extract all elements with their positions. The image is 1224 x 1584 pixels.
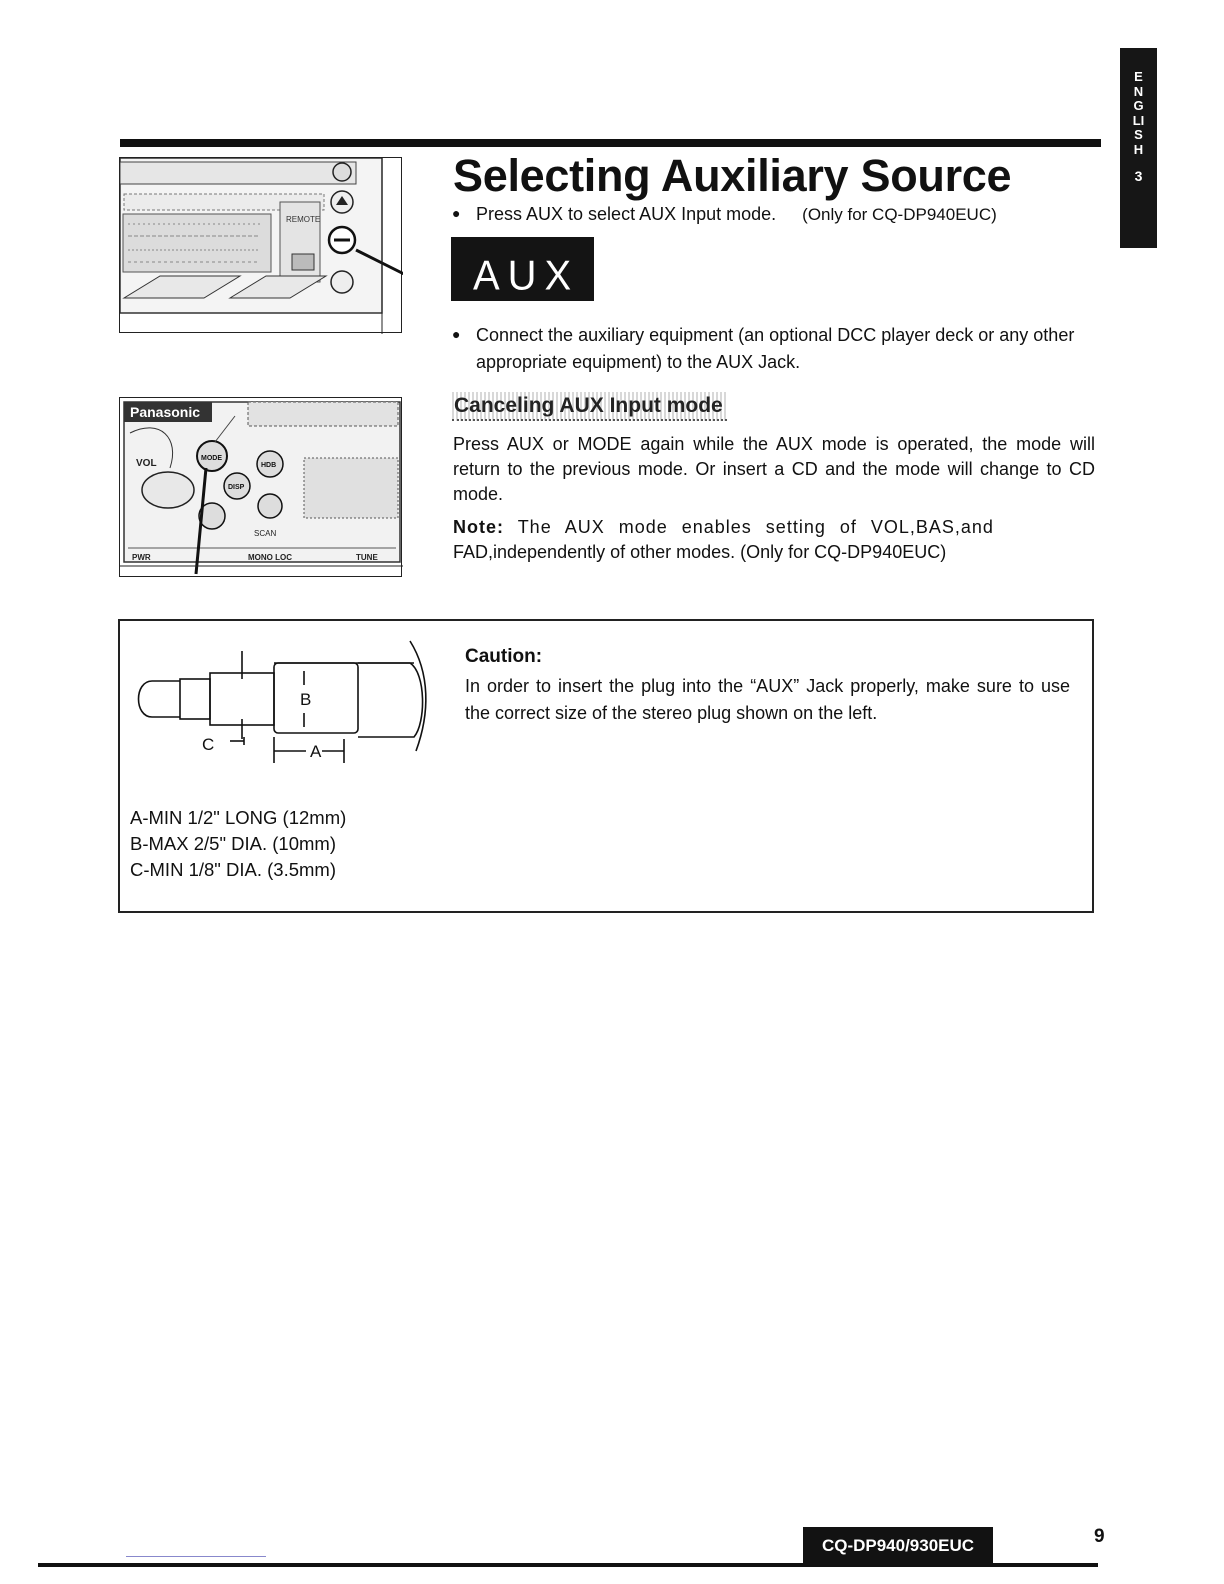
bullet-1-note: (Only for CQ-DP940EUC) (802, 205, 997, 224)
bullet-2-text: Connect the auxiliary equipment (an optional DCC player deck or any other appropriate equipment) to the AUX Jack. (476, 325, 1075, 372)
lcd-display (451, 237, 594, 301)
note-label: Note: (453, 517, 504, 537)
head-unit-control-panel (120, 398, 403, 578)
page-title: Selecting Auxiliary Source (453, 150, 1012, 201)
caution-body: In order to insert the plug into the “AUX” Jack properly, make sure to use the correct size of the stereo plug shown on the left. (465, 676, 1070, 723)
language-tab (1120, 48, 1157, 248)
pwr-label: PWR (132, 553, 151, 562)
device-illustration-mode (119, 397, 402, 577)
instruction-bullet-1 (452, 204, 997, 225)
note-line-2: FAD,independently of other modes. (Only for CQ-DP940EUC) (453, 542, 947, 562)
model-label: CQ-DP940/930EUC (803, 1527, 993, 1565)
brand-logo: Panasonic (130, 404, 201, 420)
note-line-1: The AUX mode enables setting of VOL,BAS,and (517, 517, 994, 537)
language-label: ENGLISH (1132, 69, 1145, 157)
spec-a: A-MIN 1/2" LONG (12mm) (130, 807, 347, 828)
page-number: 9 (1094, 1526, 1105, 1547)
cancel-section-heading: Canceling AUX Input mode (452, 392, 727, 421)
device-illustration-aux (119, 157, 402, 333)
instruction-bullet-2 (452, 322, 1112, 376)
bullet-icon: ● (452, 205, 461, 221)
spec-c: C-MIN 1/8" DIA. (3.5mm) (130, 859, 336, 880)
label-b: B (300, 690, 312, 709)
vol-label: VOL (136, 458, 157, 469)
spec-b: B-MAX 2/5" DIA. (10mm) (130, 833, 336, 854)
header-rule (120, 139, 1101, 147)
lcd-segment-text (451, 237, 594, 301)
hdb-button-label: HDB (261, 462, 277, 469)
tune-label: TUNE (356, 553, 378, 562)
note-paragraph (453, 515, 1095, 565)
plug-specifications (130, 805, 346, 883)
label-c: C (202, 735, 215, 754)
plug-drawing (130, 633, 440, 783)
head-unit-front-panel (120, 158, 403, 334)
disp-button-label: DISP (228, 484, 245, 491)
bullet-1-text: Press AUX to select AUX Input mode. (476, 204, 777, 224)
footer-thin-rule (126, 1556, 266, 1557)
mode-button-label: MODE (201, 455, 222, 462)
stereo-plug-diagram (130, 633, 440, 783)
caution-title: Caution: (465, 646, 543, 667)
label-a: A (310, 742, 322, 761)
lcd-text: AUX (473, 251, 580, 299)
scan-label: SCAN (254, 529, 277, 538)
mono-loc-label: MONO LOC (248, 553, 292, 562)
section-number: 3 (1134, 168, 1143, 184)
cancel-paragraph: Press AUX or MODE again while the AUX mode is operated, the mode will return to the previous mode. Or insert a CD and the mode will change to CD mode. (453, 434, 1095, 504)
remote-label: REMOTE (286, 215, 321, 224)
bullet-icon: ● (452, 326, 461, 342)
